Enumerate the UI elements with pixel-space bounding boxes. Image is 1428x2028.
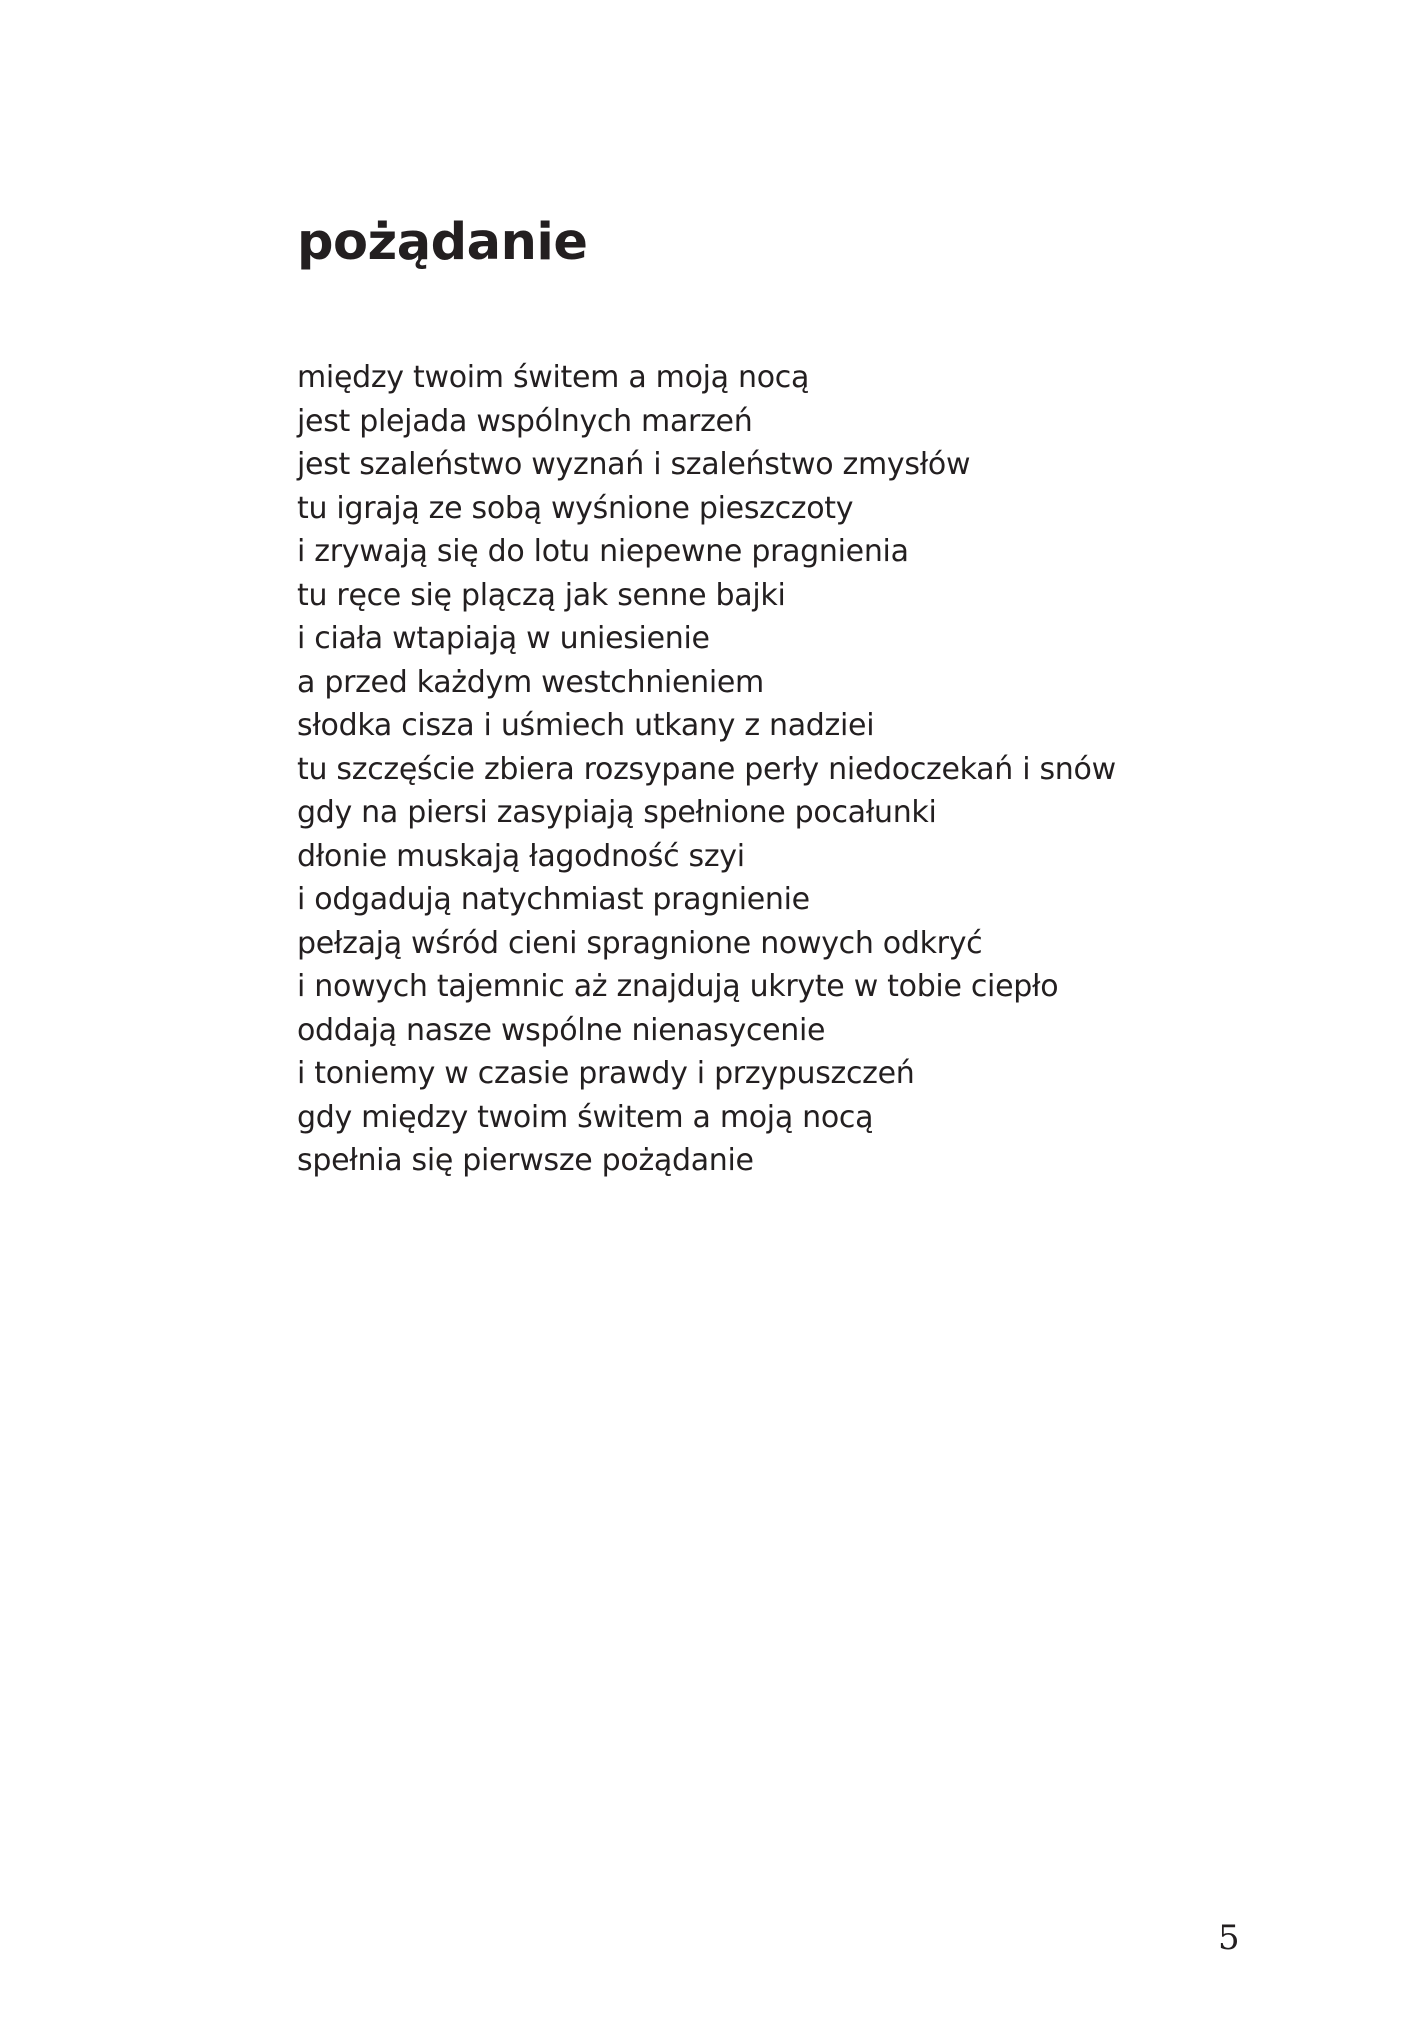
- poem-line: a przed każdym westchnieniem: [297, 664, 764, 700]
- poem-line: oddają nasze wspólne nienasycenie: [297, 1012, 826, 1048]
- page-number: 5: [1218, 1918, 1240, 1958]
- poem-line: pełzają wśród cieni spragnione nowych odkryć: [297, 925, 983, 961]
- poem-line: gdy na piersi zasypiają spełnione pocałunki: [297, 795, 937, 830]
- poem-line: i ciała wtapiają w uniesienie: [297, 621, 710, 656]
- poem-line: gdy między twoim świtem a moją nocą: [297, 1099, 874, 1135]
- poem-line: i odgadują natychmiast pragnienie: [297, 882, 810, 917]
- poem-line: spełnia się pierwsze pożądanie: [297, 1143, 754, 1178]
- poem-line: jest szaleństwo wyznań i szaleństwo zmysłów: [297, 447, 971, 482]
- poem-line: i nowych tajemnic aż znajdują ukryte w tobie ciepło: [297, 969, 1059, 1004]
- poem-body: [297, 356, 1116, 1183]
- poem-title: pożądanie: [297, 213, 588, 272]
- poem-line: tu ręce się plączą jak senne bajki: [297, 577, 786, 613]
- poem-line: słodka cisza i uśmiech utkany z nadziei: [297, 708, 875, 743]
- poem-line: tu igrają ze sobą wyśnione pieszczoty: [297, 490, 854, 526]
- poem-line: jest plejada wspólnych marzeń: [297, 403, 753, 439]
- poem-line: między twoim świtem a moją nocą: [297, 360, 810, 395]
- poem-line: dłonie muskają łagodność szyi: [297, 838, 745, 874]
- poem-line: i zrywają się do lotu niepewne pragnienia: [297, 534, 909, 569]
- poem-line: i toniemy w czasie prawdy i przypuszczeń: [297, 1056, 915, 1091]
- poem-line: tu szczęście zbiera rozsypane perły niedoczekań i snów: [297, 751, 1116, 787]
